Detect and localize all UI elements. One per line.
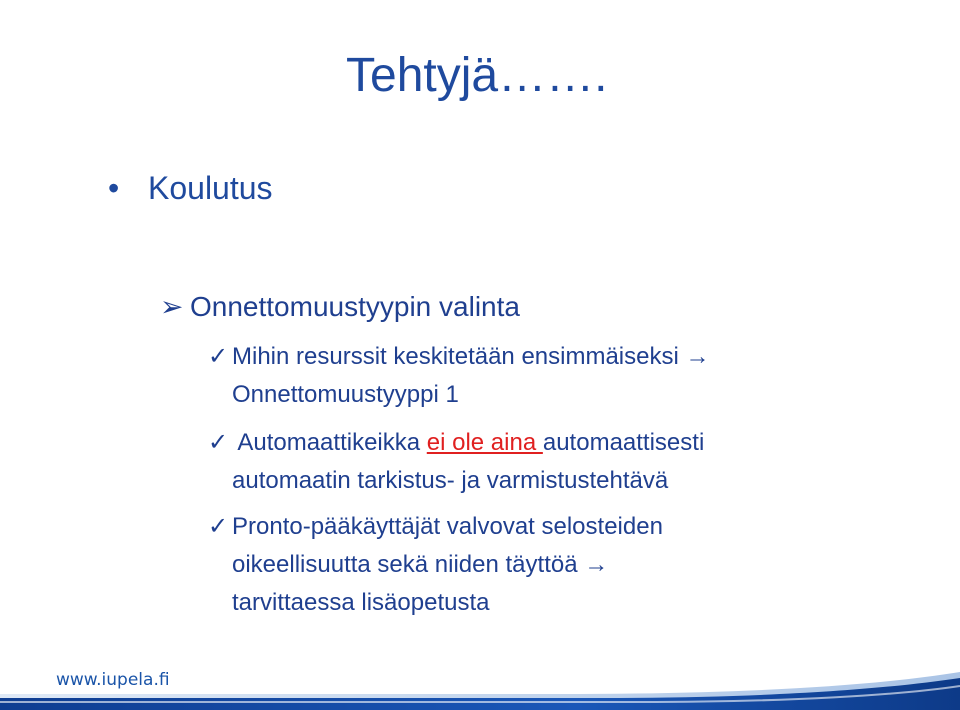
section-heading xyxy=(160,290,520,324)
item-1-line-1 xyxy=(208,342,709,372)
bullet-text: Koulutus xyxy=(148,170,273,206)
item-2-red-text: ei ole aina xyxy=(426,429,543,456)
item-2-suffix: automaattisesti xyxy=(542,429,705,456)
bullet-koulutus xyxy=(108,168,273,208)
item-3-line-1 xyxy=(208,512,663,542)
item-1-text-1: Mihin resurssit keskitetään ensimmäiseksi xyxy=(232,343,686,370)
item-3-text-2: oikeellisuutta sekä niiden täyttöä xyxy=(232,551,585,578)
checkmark-icon: ✓ xyxy=(208,513,229,540)
item-2-line-1 xyxy=(208,428,704,458)
item-2-prefix: Automaattikeikka xyxy=(232,429,427,456)
item-3-line-3: tarvittaessa lisäopetusta xyxy=(232,589,490,616)
slide-title: Tehtyjä……. xyxy=(346,49,608,102)
website-link[interactable]: www.iupela.fi xyxy=(56,670,170,690)
item-2-line-2: automaatin tarkistus- ja varmistustehtävä xyxy=(232,467,669,494)
right-arrow-icon: → xyxy=(584,551,609,578)
item-3-line-2 xyxy=(232,550,608,580)
item-1-line-2: Onnettomuustyyppi 1 xyxy=(232,381,459,408)
bullet-dot-icon: • xyxy=(108,170,120,206)
arrowhead-bullet-icon: ➢ xyxy=(160,291,184,322)
right-arrow-icon: → xyxy=(685,343,710,370)
item-3-text-1: Pronto-pääkäyttäjät valvovat selosteiden xyxy=(232,513,663,540)
checkmark-icon: ✓ xyxy=(208,429,229,456)
section-text: Onnettomuustyypin valinta xyxy=(190,291,520,322)
footer-band xyxy=(0,668,960,710)
checkmark-icon: ✓ xyxy=(208,343,229,370)
